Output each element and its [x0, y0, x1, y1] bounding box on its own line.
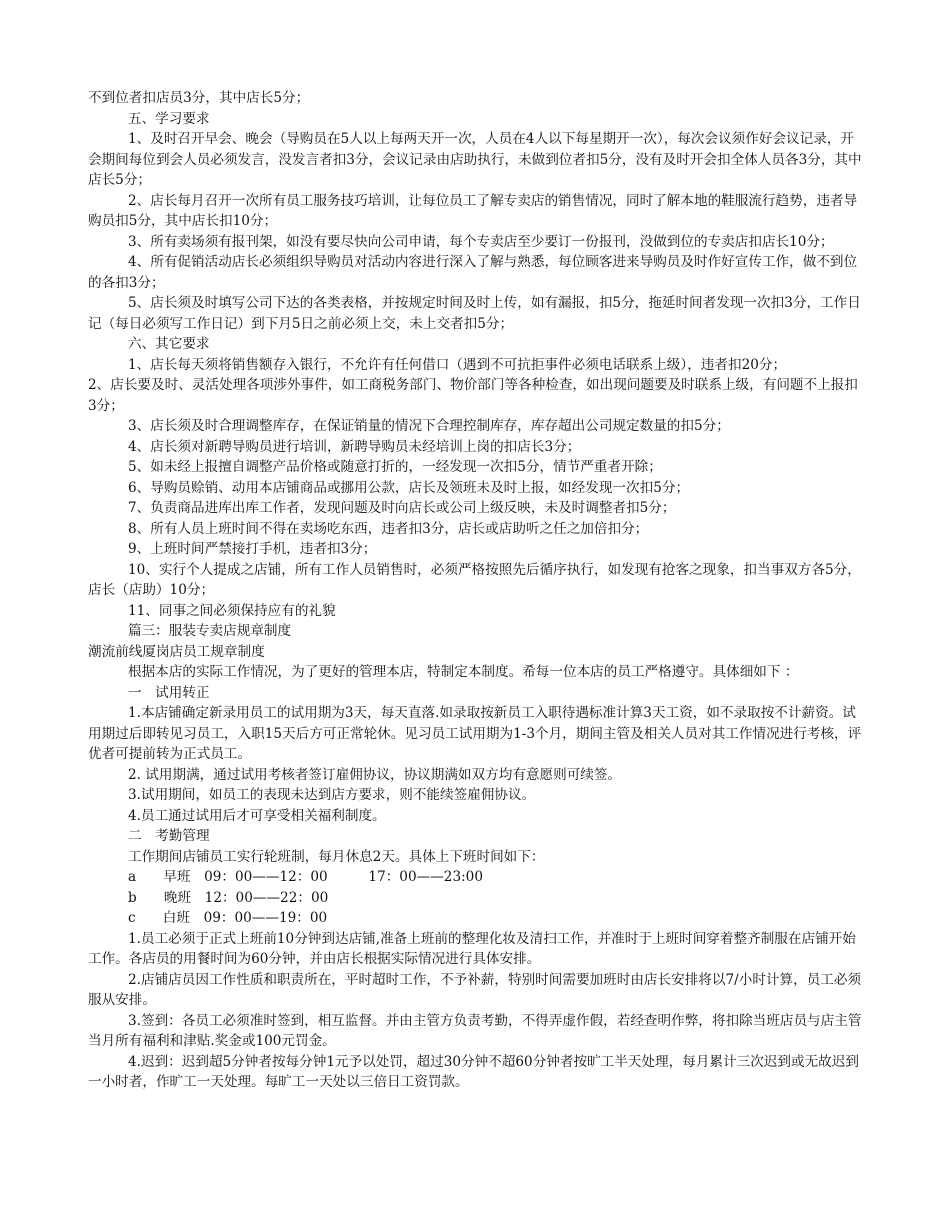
document-paragraph: 二 考勤管理 — [128, 828, 210, 844]
document-paragraph: 7、负责商品进库出库工作者，发现问题及时向店长或公司上级反映，未及时调整者扣5分； — [128, 500, 676, 516]
document-paragraph: 8、所有人员上班时间不得在卖场吃东西，违者扣3分，店长或店助听之任之加倍扣分； — [128, 520, 649, 537]
document-paragraph: 3、所有卖场须有报刊架，如没有要尽快向公司申请，每个专卖店至少要订一份报刊，没做到位的专卖店扣店长10分； — [128, 233, 834, 250]
document-paragraph: 10、实行个人提成之店铺，所有工作人员销售时，必须严格按照先后循序执行，如发现有抢客之现象，扣当事双方各5分，店长（店助）10分； — [88, 561, 861, 598]
document-paragraph: 1.员工必须于正式上班前10分钟到达店铺,准备上班前的整理化妆及清扫工作，并准时于上班时间穿着整齐制服在店铺开始工作。各店员的用餐时间为60分钟，并由店长根据实际情况进行具体安排。 — [88, 930, 856, 967]
document-paragraph: 4、店长须对新聘导购员进行培训，新聘导购员未经培训上岗的扣店长3分； — [128, 438, 581, 455]
document-paragraph: 五、学习要求 — [128, 110, 210, 127]
document-paragraph: 2. 试用期满，通过试用考核者签订雇佣协议，协议期满如双方均有意愿则可续签。 — [128, 766, 622, 783]
document-paragraph: 11、同事之间必须保持应有的礼貌 — [128, 602, 336, 619]
document-paragraph: b 晚班 12：00——22：00 — [128, 889, 329, 906]
document-paragraph: 6、导购员赊销、动用本店铺商品或挪用公款，店长及领班未及时上报，如经发现一次扣5分； — [128, 479, 690, 496]
document-paragraph: 篇三：服装专卖店规章制度 — [128, 623, 292, 639]
document-paragraph: 1.本店铺确定新录用员工的试用期为3天，每天直落.如录取按新员工入职待遇标准计算3天工资，如不录取按不计薪资。试用期过后即转见习员工，入职15天后方可正常轮休。见习员工试用期为1-3个月，期间主管及相关人员对其工作情况进行考核，评优者可提前转为正式员工。 — [88, 705, 862, 762]
document-paragraph: 4、所有促销活动店长必须组织导购员对活动内容进行深入了解与熟悉，每位顾客进来导购员及时作好宣传工作，做不到位的各扣3分； — [88, 254, 858, 291]
document-paragraph: 4.员工通过试用后才可享受相关福利制度。 — [128, 807, 386, 824]
document-paragraph: 一 试用转正 — [128, 684, 210, 701]
document-paragraph: a 早班 09：00——12：00 17：00——23:00 — [128, 869, 483, 885]
document-paragraph: 不到位者扣店员3分，其中店长5分； — [88, 90, 310, 106]
document-paragraph: 潮流前线厦岗店员工规章制度 — [88, 643, 265, 660]
document-paragraph: 根据本店的实际工作情况，为了更好的管理本店，特制定本制度。希每一位本店的员工严格遵守。具体细如下 ： — [128, 664, 799, 680]
document-paragraph: c 白班 09：00——19：00 — [128, 910, 328, 926]
document-paragraph: 3.签到：各员工必须准时签到，相互监督。并由主管方负责考勤，不得弄虚作假，若经查明作弊，将扣除当班店员与店主管当月所有福利和津贴.奖金或100元罚金。 — [88, 1012, 862, 1049]
document-paragraph: 9、上班时间严禁接打手机，违者扣3分； — [128, 541, 377, 557]
document-paragraph: 2.店铺店员因工作性质和职责所在，平时超时工作，不予补薪，特别时间需要加班时由店长安排将以7/小时计算，员工必须服从安排。 — [88, 971, 862, 1008]
document-paragraph: 3、店长须及时合理调整库存，在保证销量的情况下合理控制库存，库存超出公司规定数量的扣5分； — [128, 418, 730, 434]
document-paragraph: 工作期间店铺员工实行轮班制，每月休息2天。具体上下班时间如下： — [128, 848, 545, 865]
document-paragraph: 3.试用期间，如员工的表现未达到店方要求，则不能续签雇佣协议。 — [128, 787, 536, 803]
document-paragraph: 2、店长每月召开一次所有员工服务技巧培训，让每位员工了解专卖店的销售情况，同时了解本地的鞋服流行趋势，违者导购员扣5分，其中店长扣10分； — [88, 192, 858, 229]
document-paragraph: 5、如未经上报擅自调整产品价格或随意打折的，一经发现一次扣5分，情节严重者开除； — [128, 459, 662, 475]
document-paragraph: 六、其它要求 — [128, 336, 210, 352]
document-paragraph: 4.迟到：迟到超5分钟者按每分钟1元予以处罚，超过30分钟不超60分钟者按旷工半天处理，每月累计三次迟到或无故迟到一小时者，作旷工一天处理。每旷工一天处以三倍日工资罚款。 — [88, 1053, 859, 1090]
document-body — [88, 88, 862, 1093]
document-paragraph: 2、店长要及时、灵活处理各项涉外事件，如工商税务部门、物价部门等各种检查，如出现问题要及时联系上级，有问题不上报扣3分； — [88, 377, 858, 414]
document-paragraph: 5、店长须及时填写公司下达的各类表格，并按规定时间及时上传，如有漏报，扣5分，拖延时间者发现一次扣3分，工作日记（每日必须写工作日记）到下月5日之前必须上交，未上交者扣5分； — [88, 295, 861, 332]
document-paragraph: 1、及时召开早会、晚会（导购员在5人以上每两天开一次，人员在4人以下每星期开一次），每次会议须作好会议记录，开会期间每位到会人员必须发言，没发言者扣3分，会议记录由店助执行，未做到位者扣5分，没有及时开会扣全体人员各3分，其中店长5分； — [88, 131, 862, 188]
document-paragraph: 1、店长每天须将销售额存入银行，不允许有任何借口（遇到不可抗拒事件必须电话联系上级），违者扣20分； — [128, 356, 787, 373]
